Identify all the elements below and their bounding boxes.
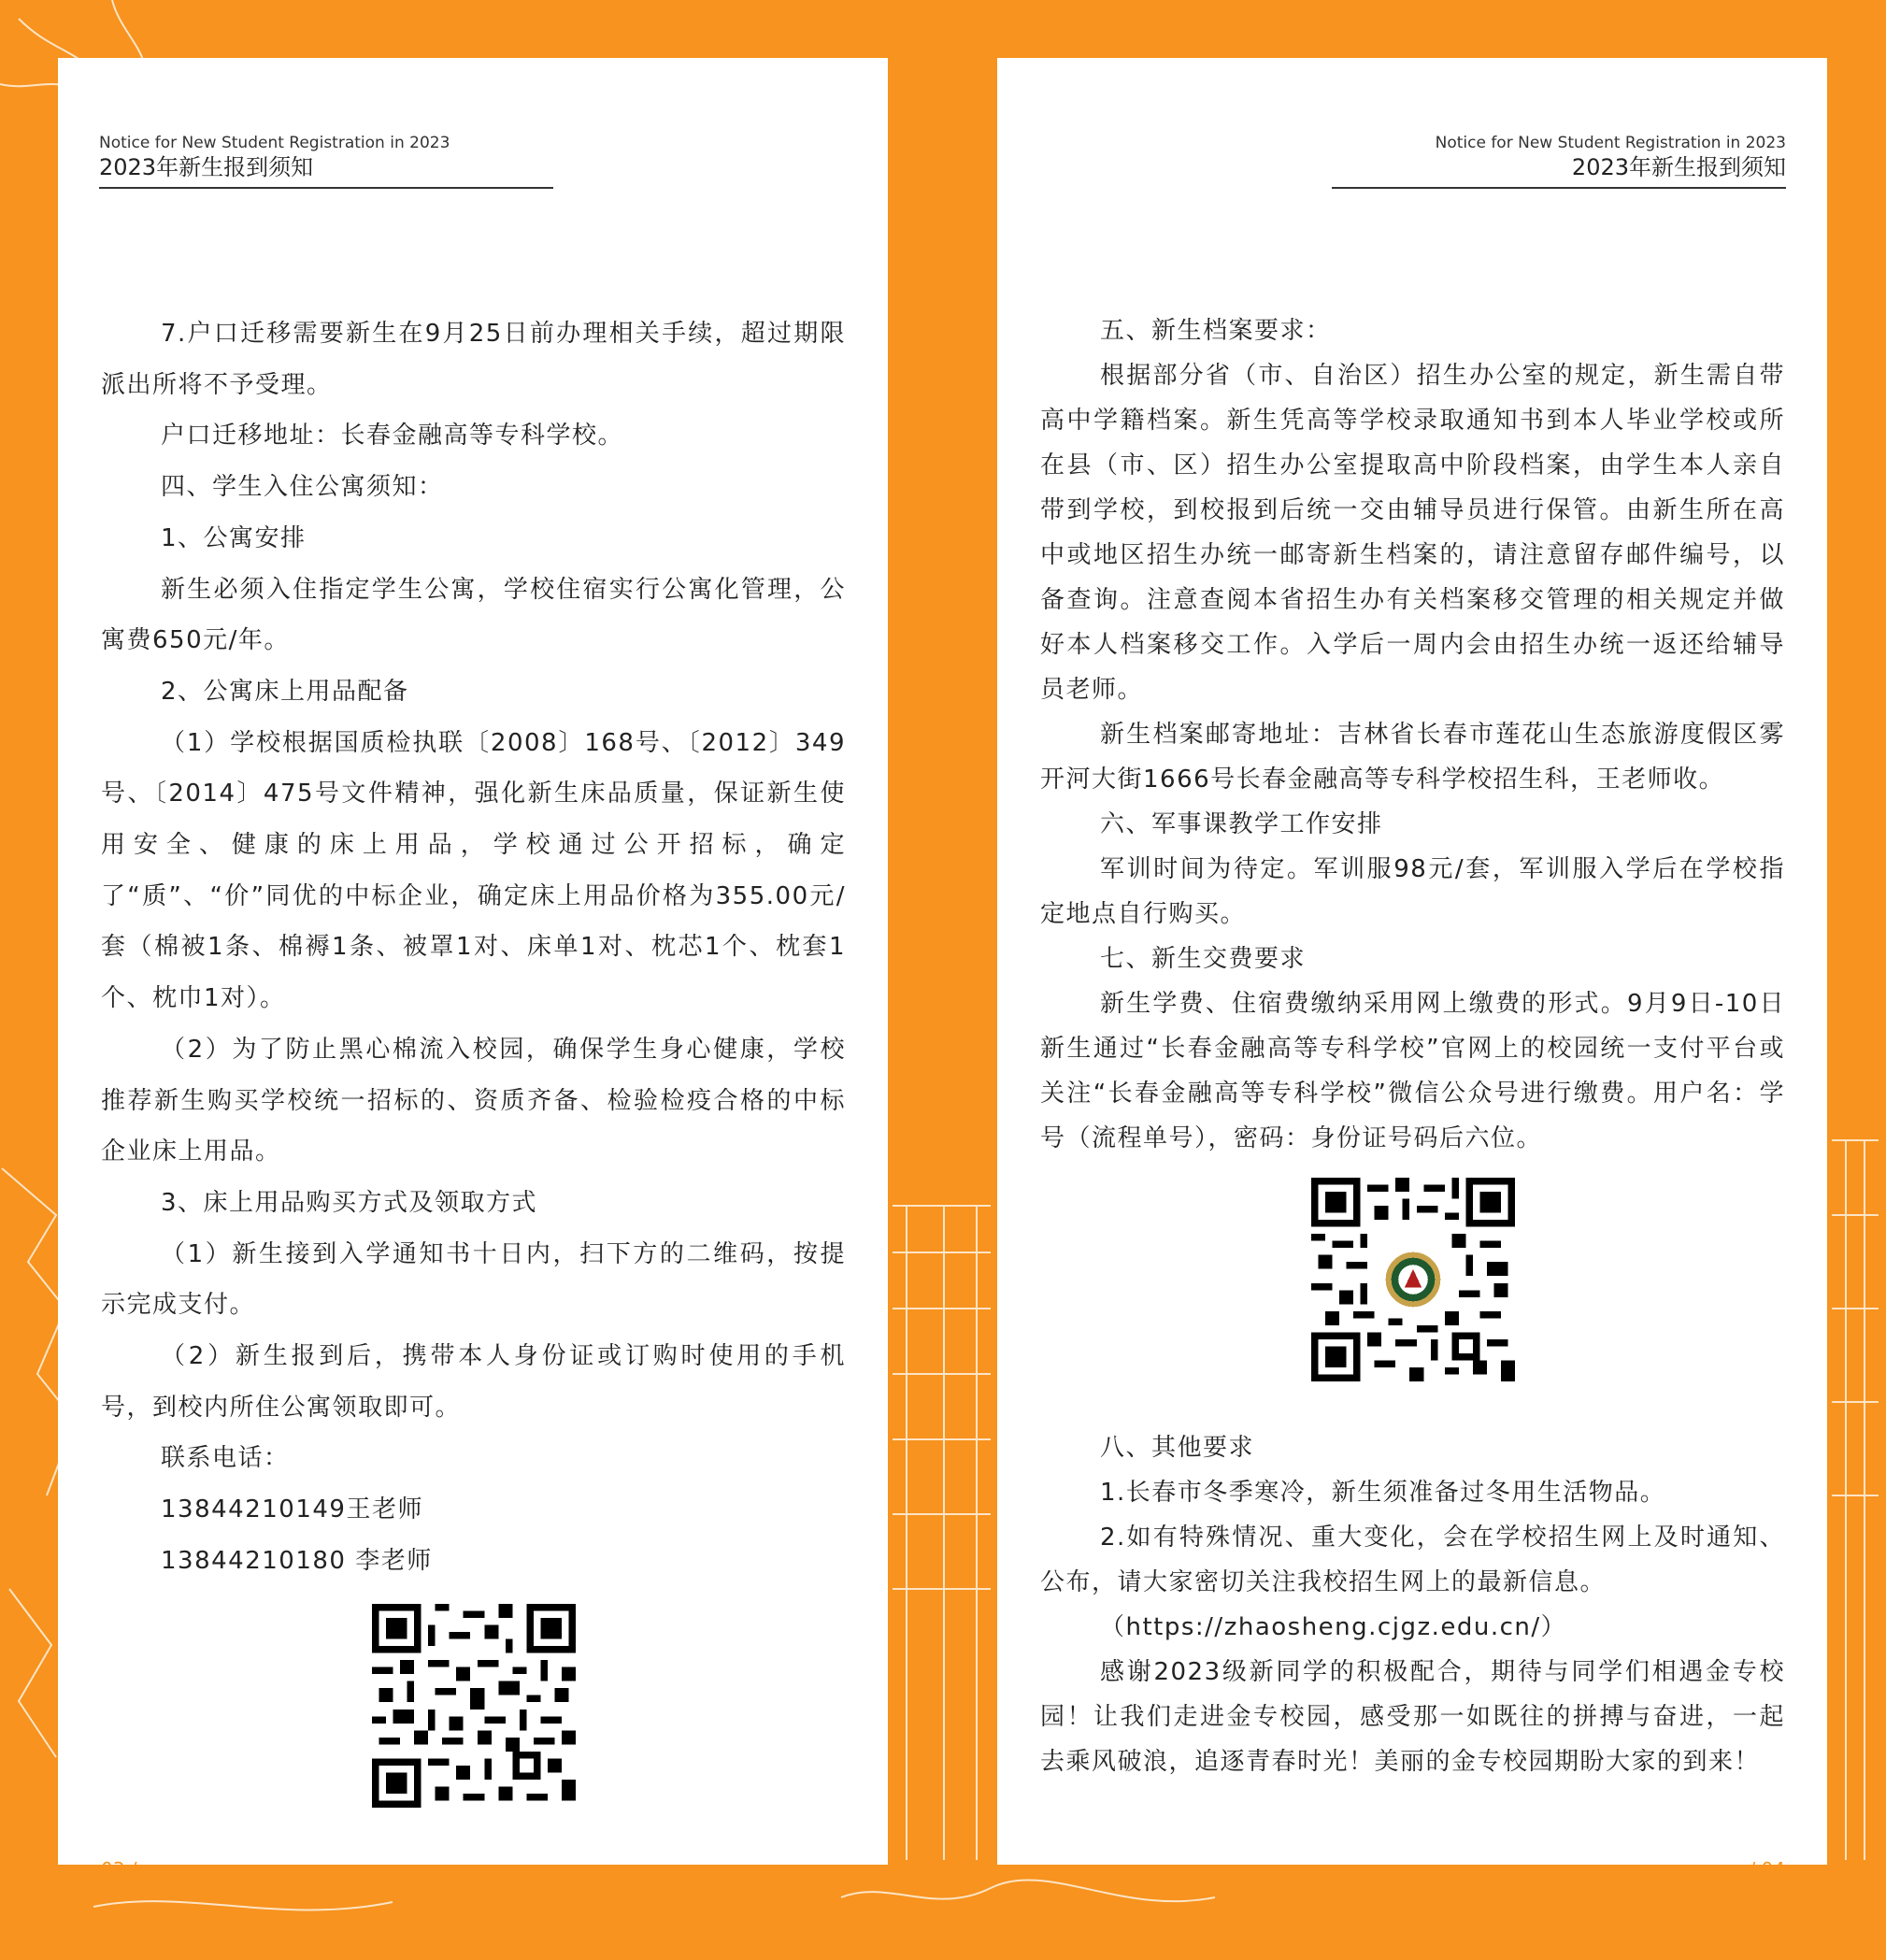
contact-label: 联系电话： — [161, 1444, 290, 1473]
contact-phone: 13844210149王老师 — [161, 1495, 423, 1524]
paragraph: （1）学校根据国质检执联〔2008〕168号、〔2012〕349号、〔2014〕475号文件精神，强化新生床品质量，保证新生使用安全、健康的床上用品，学校通过公开招标，确定了“质”、“价”同优的中标企业，确定床上用品价格为355.00元/套（棉被1条、棉褥1条、被罩1对、床单1对、枕芯1个、枕套1个、枕巾1对）。 — [101, 728, 846, 1013]
section-heading: 五、新生档案要求： — [1100, 317, 1332, 345]
section-heading: 七、新生交费要求 — [1100, 945, 1307, 973]
page-footer — [101, 1857, 846, 1881]
subsection-heading: 3、床上用品购买方式及领取方式 — [161, 1188, 538, 1217]
qr-code-icon[interactable] — [372, 1604, 576, 1808]
header-chinese-title: 2023年新生报到须知 — [1571, 154, 1786, 180]
page-header — [1332, 133, 1786, 189]
paragraph: 7.户口迁移需要新生在9月25日前办理相关手续，超过期限派出所将不予受理。 — [101, 320, 846, 399]
paragraph: 根据部分省（市、自治区）招生办公室的规定，新生需自带高中学籍档案。新生凭高等学校录取通知书到本人毕业学校或所在县（市、区）招生办公室提取高中阶段档案，由学生本人亲自带到学校，到校报到后统一交由辅导员进行保管。由新生所在高中或地区招生办统一邮寄新生档案的，请注意留存邮件编号，以备查询。注意查阅本省招生办有关档案移交管理的相关规定并做好本人档案移交工作。入学后一周内会由招生办统一返还给辅导员老师。 — [1040, 362, 1785, 704]
left-page — [58, 58, 888, 1881]
contact-phone: 13844210180 李老师 — [161, 1546, 433, 1575]
header-english-title: Notice for New Student Registration in 2023 — [1435, 134, 1786, 152]
right-page — [997, 58, 1827, 1881]
qr-code-container — [1040, 1178, 1785, 1388]
closing-paragraph: 感谢2023级新同学的积极配合，期待与同学们相遇金专校园！让我们走进金专校园，感受那一如既往的拼搏与奋进，一起去乘风破浪，追逐青春时光！美丽的金专校园期盼大家的到来！ — [1040, 1658, 1785, 1776]
paragraph: 新生档案邮寄地址：吉林省长春市莲花山生态旅游度假区雾开河大街1666号长春金融高等专科学校招生科，王老师收。 — [1040, 721, 1785, 794]
section-heading: 四、学生入住公寓须知： — [161, 473, 444, 502]
paragraph: （2）新生报到后，携带本人身份证或订购时使用的手机号，到校内所住公寓领取即可。 — [101, 1342, 846, 1422]
paragraph: 户口迁移地址：长春金融高等专科学校。 — [161, 422, 624, 451]
left-body-text — [101, 308, 846, 1814]
footer-divider — [140, 1869, 846, 1871]
paragraph: 新生必须入住指定学生公寓，学校住宿实行公寓化管理，公寓费650元/年。 — [101, 575, 846, 655]
section-heading: 六、军事课教学工作安排 — [1100, 810, 1383, 838]
paragraph: （1）新生接到入学通知书十日内，扫下方的二维码，按提示完成支付。 — [101, 1239, 846, 1320]
footer-divider — [1040, 1869, 1744, 1871]
header-chinese-title: 2023年新生报到须知 — [99, 154, 314, 180]
qr-code-with-school-seal-icon[interactable] — [1311, 1178, 1515, 1381]
paragraph: 新生学费、住宿费缴纳采用网上缴费的形式。9月9日-10日新生通过“长春金融高等专科学校”官网上的校园统一支付平台或关注“长春金融高等专科学校”微信公众号进行缴费。用户名：学号（流程单号），密码：身份证号码后六位。 — [1040, 990, 1785, 1152]
page-footer — [1040, 1857, 1785, 1881]
section-heading: 八、其他要求 — [1100, 1434, 1255, 1462]
paragraph: 1.长春市冬季寒冷，新生须准备过冬用生活物品。 — [1100, 1479, 1666, 1507]
paragraph: （2）为了防止黑心棉流入校园，确保学生身心健康，学校推荐新生购买学校统一招标的、资质齐备、检验检疫合格的中标企业床上用品。 — [101, 1035, 846, 1166]
header-divider — [1332, 187, 1786, 189]
header-divider — [99, 187, 553, 189]
page-header — [99, 133, 553, 189]
paragraph: 2.如有特殊情况、重大变化，会在学校招生网上及时通知、公布，请大家密切关注我校招生网上的最新信息。 — [1040, 1524, 1785, 1596]
qr-code-container — [101, 1604, 846, 1814]
header-english-title: Notice for New Student Registration in 2023 — [99, 134, 450, 152]
paragraph: 军训时间为待定。军训服98元/套，军训服入学后在学校指定地点自行购买。 — [1040, 855, 1785, 928]
subsection-heading: 1、公寓安排 — [161, 523, 307, 552]
subsection-heading: 2、公寓床上用品配备 — [161, 677, 409, 706]
page-number: 03 / — [101, 1858, 137, 1881]
right-body-text — [1040, 308, 1785, 1784]
admission-website-link[interactable]: （https://zhaosheng.cjgz.edu.cn/） — [1100, 1613, 1567, 1641]
page-number: / 04 — [1749, 1858, 1785, 1881]
